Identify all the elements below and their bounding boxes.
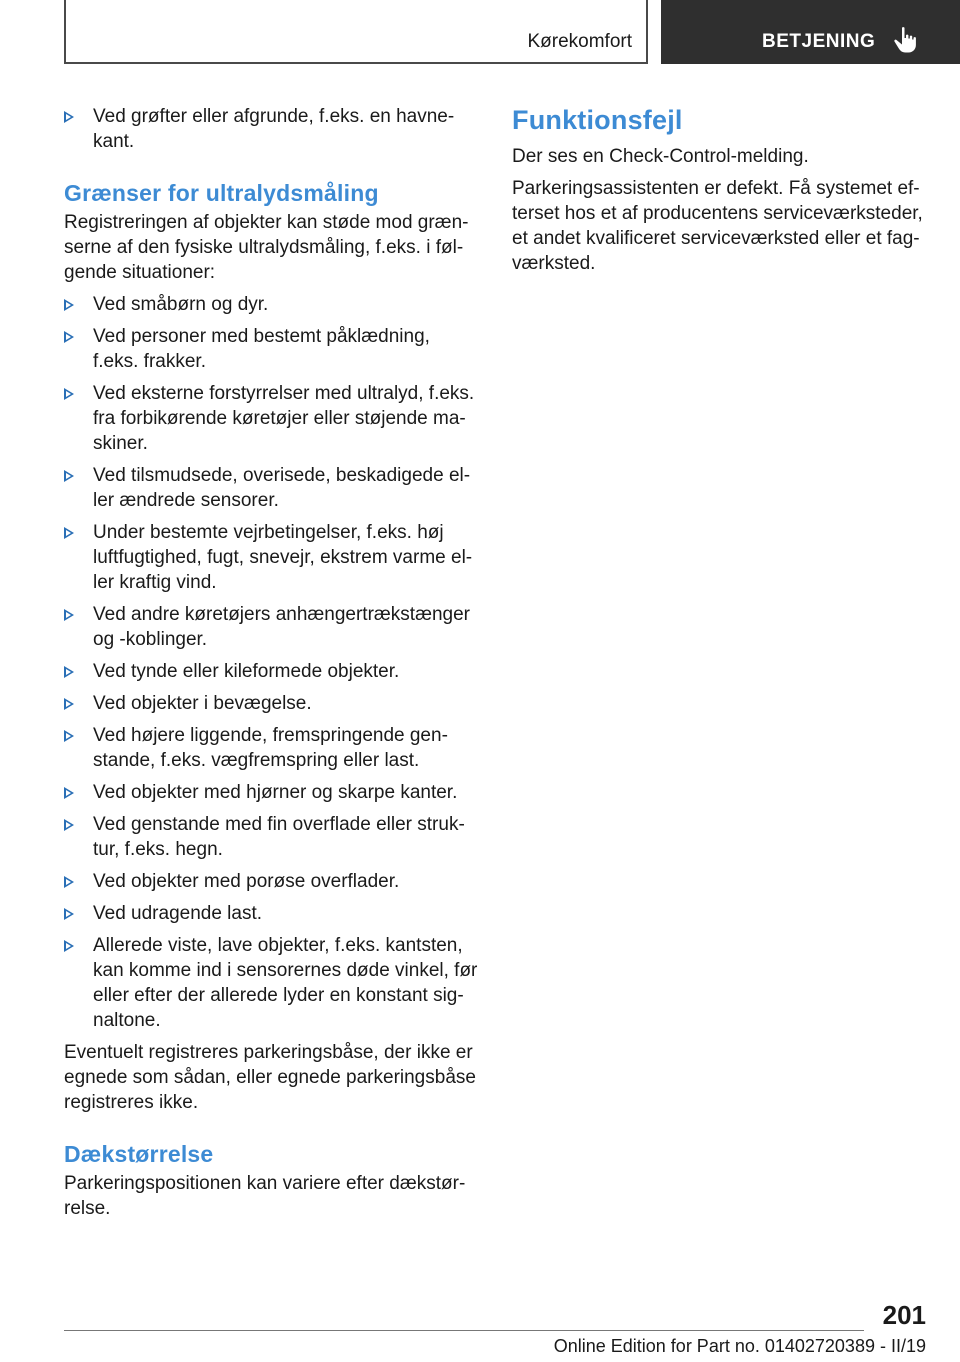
left-column: [64, 104, 480, 1228]
section-heading-tire-size: Dækstørrelse: [64, 1141, 214, 1167]
list-item: Ved objekter med porøse overflader.: [64, 869, 480, 894]
list-item: Ved genstande med fin overflade eller struk-tur, f.eks. hegn.: [64, 812, 480, 862]
triangle-bullet-icon: [64, 470, 74, 482]
list-item: Ved objekter i bevægelse.: [64, 691, 480, 716]
list-item: Ved tynde eller kileformede objekter.: [64, 659, 480, 684]
list-item: Ved personer med bestemt påklædning, f.eks. frakker.: [64, 324, 480, 374]
header-section-title: Kørekomfort: [527, 31, 632, 52]
triangle-bullet-icon: [64, 940, 74, 952]
list-item: Allerede viste, lave objekter, f.eks. kantsten, kan komme ind i sensorernes døde vinkel, før eller efter der allerede lyder en konstant sig-naltone.: [64, 933, 480, 1033]
triangle-bullet-icon: [64, 331, 74, 343]
list-item: Ved objekter med hjørner og skarpe kanter.: [64, 780, 480, 805]
header-chapter-title: BETJENING: [762, 31, 876, 52]
triangle-bullet-icon: [64, 111, 74, 123]
list-item: Under bestemte vejrbetingelser, f.eks. høj luftfugtighed, fugt, snevejr, ekstrem varme el-ler kraftig vind.: [64, 520, 480, 595]
triangle-bullet-icon: [64, 299, 74, 311]
section-outro: Eventuelt registreres parkeringsbåse, der ikke er egnede som sådan, eller egnede parkeringsbåse registreres ikke.: [64, 1042, 476, 1113]
list-item: Ved andre køretøjers anhængertrækstænger og -koblinger.: [64, 602, 480, 652]
triangle-bullet-icon: [64, 609, 74, 621]
malfunction-text-1: Der ses en Check-Control-melding.: [512, 146, 809, 167]
triangle-bullet-icon: [64, 908, 74, 920]
list-item: Ved højere liggende, fremspringende gen-stande, f.eks. vægfremspring eller last.: [64, 723, 480, 773]
list-item: Ved eksterne forstyrrelser med ultralyd, f.eks. fra forbikørende køretøjer eller støjende ma-skiner.: [64, 381, 480, 456]
triangle-bullet-icon: [64, 527, 74, 539]
page-number: 201: [882, 1300, 926, 1330]
triangle-bullet-icon: [64, 666, 74, 678]
list-item: Ved tilsmudsede, overisede, beskadigede el-ler ændrede sensorer.: [64, 463, 480, 513]
triangle-bullet-icon: [64, 787, 74, 799]
list-item: Ved småbørn og dyr.: [64, 292, 480, 317]
footer-divider: [64, 1330, 864, 1331]
tire-size-text: Parkeringspositionen kan variere efter dækstør-relse.: [64, 1173, 466, 1219]
right-column: [512, 104, 932, 283]
triangle-bullet-icon: [64, 876, 74, 888]
triangle-bullet-icon: [64, 819, 74, 831]
section-heading-ultrasound-limits: Grænser for ultralydsmåling: [64, 180, 379, 206]
list-item: Ved grøfter eller afgrunde, f.eks. en havne-kant.: [64, 104, 480, 154]
header-section-tab: [64, 0, 648, 64]
section-intro: Registreringen af objekter kan støde mod græn-serne af den fysiske ultralydsmåling, f.eks. i føl-gende situationer:: [64, 212, 469, 283]
malfunction-text-2: Parkeringsassistenten er defekt. Få systemet ef-terset hos et af producentens serviceværksteder, et andet kvalificeret serviceværksted eller et fag-værksted.: [512, 178, 923, 274]
triangle-bullet-icon: [64, 388, 74, 400]
triangle-bullet-icon: [64, 730, 74, 742]
triangle-bullet-icon: [64, 698, 74, 710]
section-heading-malfunction: Funktionsfejl: [512, 105, 683, 135]
footer-edition: Online Edition for Part no. 01402720389 - II/19: [553, 1336, 926, 1356]
pointing-hand-icon: [893, 26, 919, 54]
list-item: Ved udragende last.: [64, 901, 480, 926]
